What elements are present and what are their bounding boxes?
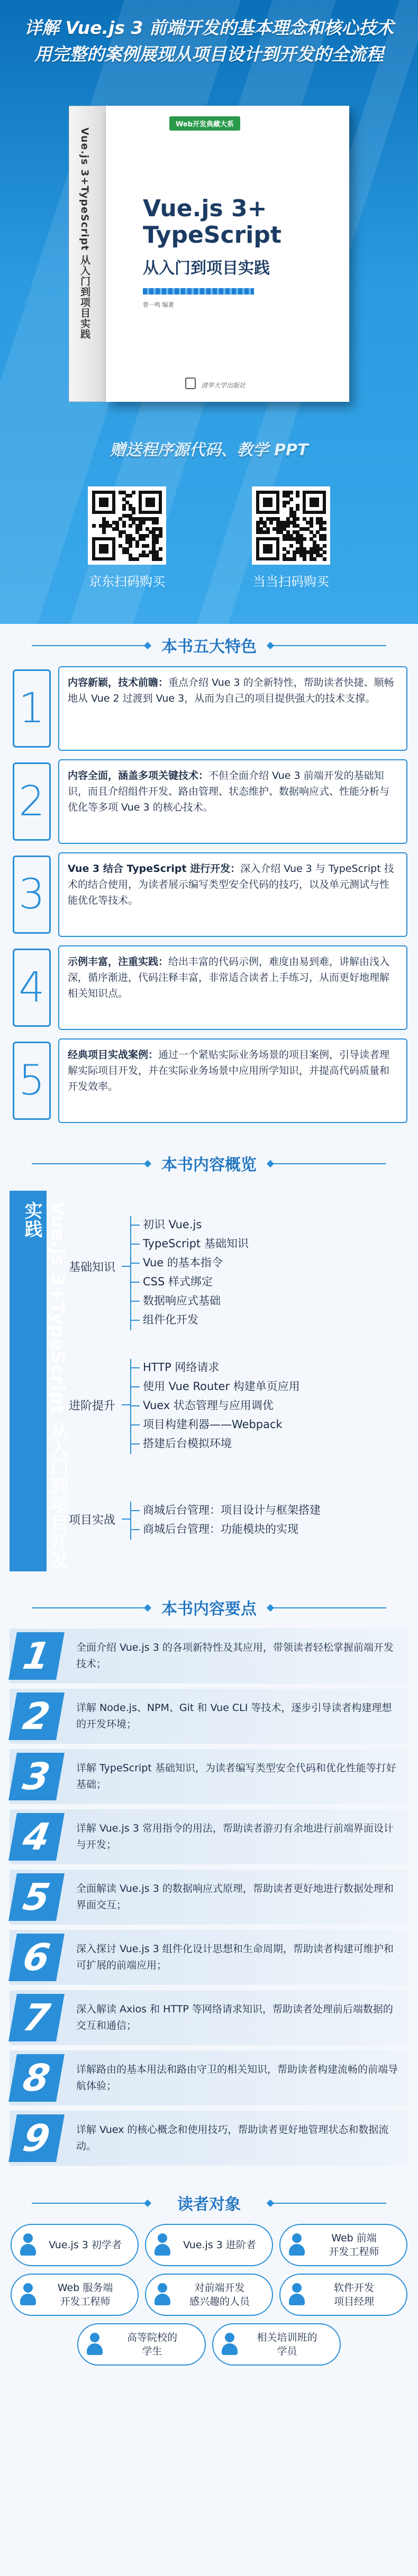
divider [32,1163,148,1164]
point-item [10,1749,408,1804]
feature-item [11,759,407,844]
publisher-icon [185,378,196,389]
reader-avatar-icon [288,2233,306,2257]
feature-bold: 示例丰富，注重实践： [68,956,169,968]
feature-item [11,666,407,751]
qr-module [159,547,162,551]
cover-subtitle: 从入门到项目实践 [143,259,270,278]
cover-stripe [143,288,254,295]
divider [32,1607,148,1608]
reader-label: 相关培训班的 学员 [257,2332,317,2357]
point-text: 深入探讨 Vue.js 3 组件化设计思想和生命周期，帮助读者构建可维护和可扩展的前端应用； [76,1943,394,1971]
reader-pill [145,2224,273,2266]
qr-finder [263,498,273,508]
qr-module [289,498,293,501]
qr-module [102,530,106,534]
group-items [143,1215,249,1329]
point-number: 5 [8,1873,65,1921]
point-item [10,1990,408,2045]
qr-module [310,524,313,528]
overview-section [0,1142,418,1660]
qr-module [323,557,326,561]
features-list [0,666,418,1142]
feature-number: 3 [11,852,53,937]
point-text: 详解 Vuex 的核心概念和使用技巧，帮助读者更好地管理状态和数据流动。 [76,2124,389,2152]
features-heading: 本书五大特色 [154,633,264,657]
qr-module [323,527,326,531]
overview-item: 商城后台管理：功能模块的实现 [143,1520,321,1539]
point-text: 详解 Vue.js 3 常用指令的用法，帮助读者游刃有余地进行前端界面设计与开发； [76,1823,394,1851]
reader-pill [145,2274,273,2316]
group-label: 基础知识 [69,1258,127,1275]
feature-text [58,759,407,844]
qr-module [122,524,126,528]
overview-item: 组件化开发 [143,1310,249,1329]
point-item [10,1870,408,1925]
hero-title-line2: 用完整的案例展现从项目设计到开发的全流程 [34,44,384,65]
points-heading: 本书内容要点 [154,1596,264,1619]
points-list [0,1629,418,2182]
qr-module [296,517,299,521]
point-number: 1 [8,1632,65,1680]
point-number: 7 [8,1994,65,2041]
qr-module [296,507,299,511]
qr-module [146,554,149,557]
reader-label: 对前端开发 感兴趣的人员 [189,2282,250,2307]
book-spine [69,106,106,402]
qr-module [132,511,135,514]
reader-avatar-icon [19,2233,37,2257]
reader-avatar-icon [19,2283,37,2306]
qr-module [142,521,146,525]
divider [270,1163,386,1164]
group-bracket [130,1502,131,1540]
overview-item: 商城后台管理：项目设计与框架搭建 [143,1501,321,1520]
qr-module [129,524,132,528]
cover-title-line1: Vue.js 3+ [143,195,267,222]
reader-label: 高等院校的 学生 [126,2332,177,2357]
point-text: 详解路由的基本用法和路由守卫的相关知识，帮助读者构建流畅的前端导航体验； [76,2064,398,2092]
qr-module [146,534,149,538]
feature-text [58,945,407,1030]
qr-module [129,494,132,498]
point-item [10,1689,408,1744]
qr-finder [263,544,273,554]
qr-module [293,557,296,561]
series-badge: Web开发典藏大系 [169,116,240,131]
qr-finder [310,498,320,508]
qr-module [155,540,159,544]
qr-module [92,524,96,528]
reader-label: Web 服务端 开发工程师 [57,2282,113,2307]
divider [270,645,386,646]
point-number: 6 [8,1934,65,1981]
reader-avatar-icon [288,2283,306,2306]
point-item [10,2111,408,2166]
overview-item: 项目构建利器——Webpack [143,1415,300,1434]
group-bracket [130,1216,131,1330]
qr-module [129,544,132,548]
group-items [143,1358,300,1453]
point-item [10,1629,408,1683]
point-number: 4 [8,1813,65,1861]
point-text: 详解 Node.js、NPM、Git 和 Vue CLI 等技术，逐步引导读者构建理想的开发环境； [76,1702,392,1730]
hero-title [0,15,418,68]
group-label: 项目实战 [69,1511,127,1528]
qr-finder [99,544,109,554]
qr-module [323,544,326,548]
qr-module [266,530,270,534]
readers-section [0,2182,418,2387]
feature-item [11,852,407,937]
point-item [10,1809,408,1864]
qr-module [289,544,293,548]
cover-title-line2: TypeScript [143,222,281,249]
point-number: 8 [8,2054,65,2102]
divider [32,2203,148,2204]
qr-module [313,534,316,538]
section-header [0,1586,418,1629]
qr-module [159,557,162,561]
overview-item: HTTP 网络请求 [143,1358,300,1377]
group-label: 进阶提升 [69,1397,127,1413]
readers-row2 [11,2323,407,2366]
feature-number: 5 [11,1038,53,1123]
qr-module [269,521,273,525]
cover-title [143,196,281,249]
divider [270,1607,386,1608]
reader-label: Web 前端 开发工程师 [329,2232,379,2258]
point-text: 全面解读 Vue.js 3 的数据响应式原理，帮助读者更好地进行数据处理和界面交互； [76,1883,394,1911]
qr-module [313,557,316,561]
point-text: 详解 TypeScript 基础知识，为读者编写类型安全代码和优化性能等打好基础； [76,1762,396,1790]
feature-body: 不但全面介绍 Vue 3 前端开发的基础知识，而且介绍组件开发、路由管理、状态维护、数据响应式、性能分析与优化等多项 Vue 3 的核心技术。 [68,770,390,813]
overview-item: Vuex 状态管理与应用调优 [143,1396,300,1415]
feature-text [58,666,407,751]
group-bracket [130,1359,131,1454]
point-text: 深入解读 Axios 和 HTTP 等网络请求知识，帮助读者处理前后端数据的交互和通信； [76,2003,393,2031]
spine-title: Vue.js 3+TypeScript 从入门到项目实践 [79,127,90,339]
qr-module [289,491,293,494]
point-number: 3 [8,1753,65,1800]
reader-pill [279,2224,407,2266]
feature-item [11,1038,407,1123]
readers-list [0,2224,418,2387]
feature-bold: 内容全面，涵盖多项关键技术： [68,770,209,781]
gift-banner: 赠送程序源代码、教学 PPT [110,441,308,459]
reader-pill [279,2274,407,2316]
overview-item: CSS 样式绑定 [143,1272,249,1291]
book-cover-image [69,106,349,402]
qr-dangdang-label: 当当扫码购买 [253,574,329,589]
reader-pill [77,2323,206,2366]
feature-number: 2 [11,759,53,844]
qr-module [296,494,299,498]
hero-title-line1: 详解 Vue.js 3 前端开发的基本理念和核心技术 [24,17,394,38]
reader-avatar-icon [153,2233,171,2257]
qr-module [135,544,139,548]
qr-dangdang[interactable] [238,486,344,590]
qr-module [286,550,290,554]
hero-banner [0,0,418,624]
features-section [0,624,418,1142]
qr-finder [99,498,109,508]
overview-item: 搭建后台模拟环境 [143,1434,300,1453]
side-title-text: Vue.js 3+TypeScript 从入门到项目开发实践 [21,1201,68,1569]
qr-module [323,537,326,541]
point-number: 2 [8,1692,65,1740]
qr-jd[interactable] [74,486,180,590]
point-item [10,2050,408,2105]
overview-item: 使用 Vue Router 构建单页应用 [143,1377,300,1396]
feature-body: 通过一个紧贴实际业务场景的项目案例，引导读者理解实际项目开发，并在实际业务场景中应用所学知识，并提高代码质量和开发效率。 [68,1049,390,1092]
feature-body: 深入介绍 Vue 3 与 TypeScript 技术的结合使用，为读者展示编写类型安全代码的技巧，以及单元测试与性能优化等技术。 [68,863,394,906]
qr-module [303,537,306,541]
reader-pill [212,2323,341,2366]
feature-number: 4 [11,945,53,1030]
qr-module [286,524,290,528]
cover-publisher: 清华大学出版社 [201,382,246,389]
reader-avatar-icon [221,2333,239,2356]
reader-label: Vue.js 3 进阶者 [183,2239,256,2251]
feature-bold: Vue 3 结合 TypeScript 进行开发： [68,863,241,875]
feature-body: 重点介绍 Vue 3 的全新特性，帮助读者快捷、顺畅地从 Vue 2 过渡到 Vue 3，从而为自己的项目提供强大的技术支撑。 [68,677,394,704]
group-items [143,1501,321,1539]
readers-grid [11,2224,407,2316]
qr-module [155,521,159,525]
reader-label: Vue.js 3 初学者 [49,2239,122,2251]
overview-item: 初识 Vue.js [143,1215,249,1234]
qr-code-icon[interactable] [88,486,166,565]
qr-module [146,544,149,548]
point-item [10,1930,408,1985]
overview-item: Vue 的基本指令 [143,1253,249,1272]
section-header [0,2182,418,2224]
reader-avatar-icon [86,2333,104,2356]
overview-item: 数据响应式基础 [143,1291,249,1310]
feature-text [58,852,407,937]
overview-side-title [10,1191,68,1571]
qr-module [142,537,146,541]
feature-number: 1 [11,666,53,751]
qr-module [323,521,326,525]
cover-author: 曾一鸣 编著 [143,301,174,308]
reader-label: 软件开发 项目经理 [333,2282,374,2307]
section-header [0,1142,418,1184]
feature-text [58,1038,407,1123]
qr-jd-label: 京东扫码购买 [89,574,165,589]
qr-module [139,527,142,531]
readers-heading: 读者对象 [170,2191,248,2214]
qr-module [122,507,126,511]
qr-module [159,534,162,538]
book-front [106,106,349,402]
qr-module [132,491,135,494]
section-header [0,624,418,666]
point-text: 全面介绍 Vue.js 3 的各项新特性及其应用，带领读者轻松掌握前端开发技术； [76,1642,394,1670]
reader-avatar-icon [153,2283,171,2306]
qr-module [283,504,286,508]
reader-pill [11,2274,139,2316]
qr-finder [146,498,156,508]
overview-heading: 本书内容概览 [154,1152,264,1175]
qr-code-icon[interactable] [252,486,330,565]
points-section [0,1586,418,2182]
qr-module [286,501,290,504]
point-number: 9 [8,2114,65,2162]
divider [270,2203,386,2204]
qr-module [119,534,122,538]
qr-module [135,557,139,561]
qr-module [323,550,326,554]
qr-module [303,557,306,561]
overview-item: TypeScript 基础知识 [143,1234,249,1253]
feature-bold: 经典项目实战案例： [68,1049,159,1061]
feature-body: 给出丰富的代码示例，难度由易到难，讲解由浅入深，循序渐进，代码注释丰富，非常适合读者上手练习，从而更好地理解相关知识点。 [68,956,390,999]
reader-pill [11,2224,139,2266]
divider [32,645,148,646]
feature-item [11,945,407,1030]
feature-bold: 内容新颖，技术前瞻： [68,677,169,688]
